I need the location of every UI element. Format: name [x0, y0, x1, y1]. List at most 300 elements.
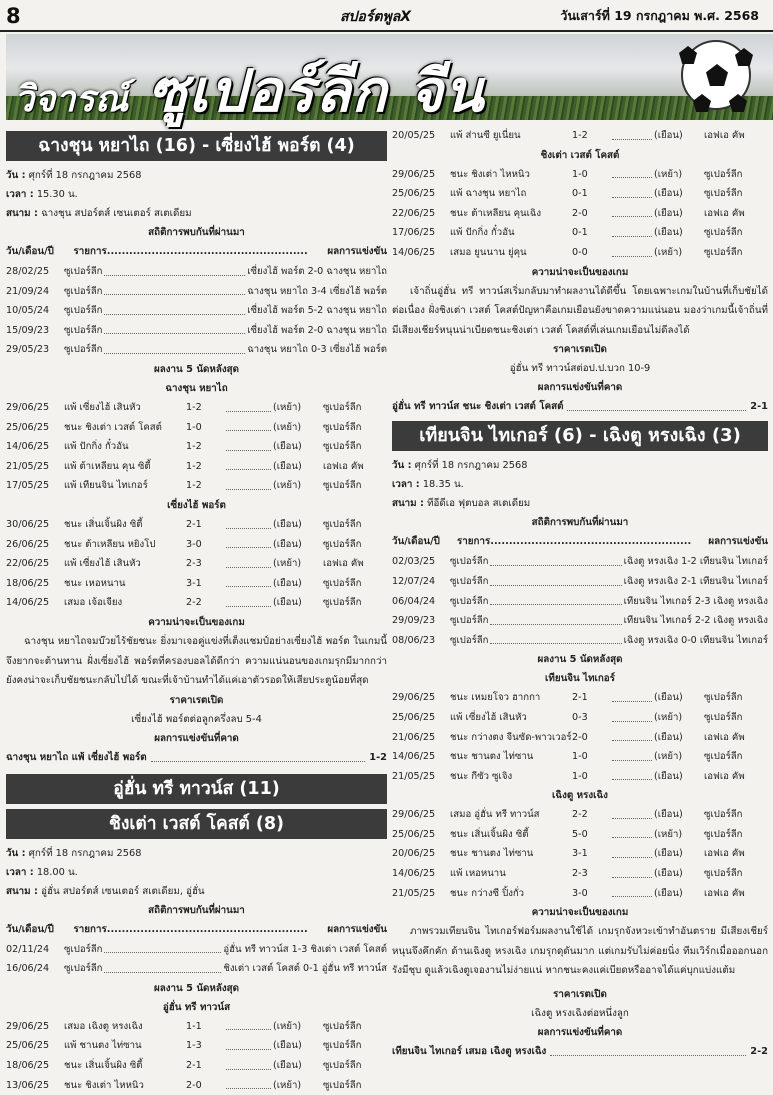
page-number: 8 — [6, 4, 21, 28]
h2h-row — [6, 321, 387, 341]
row-competition: เอฟเอ คัพ — [704, 731, 745, 743]
h2h-list — [6, 262, 387, 360]
match-day: วัน : ศุกร์ที่ 18 กรกฎาคม 2568 — [392, 460, 528, 472]
row-match: แพ้ ฉางชุน หยาไถ — [450, 188, 527, 200]
row-date: 21/09/24 — [6, 285, 50, 297]
h2h-row — [6, 959, 387, 979]
row-date: 20/05/25 — [392, 130, 436, 141]
dot-leader — [612, 884, 652, 898]
row-match: ชนะ ชานตง ไท่ซาน — [450, 848, 534, 860]
row-venue: (เหย้า) — [654, 246, 683, 258]
row-competition: ซูเปอร์ลีก — [704, 828, 743, 840]
row-match: แพ้ เหอหนาน — [450, 868, 506, 880]
row-venue: (เหย้า) — [273, 1020, 302, 1032]
row-match: ชนะ กว่างตง จีนซัด-พาวเวอร์ — [450, 731, 572, 743]
row-date: 21/05/25 — [392, 887, 436, 899]
row-competition: ซูเปอร์ลีก — [64, 344, 103, 356]
home-team-name: เทียนจิน ไทเกอร์ — [545, 673, 615, 685]
row-score: 2-2 — [572, 809, 588, 821]
form-row — [6, 457, 387, 477]
dot-leader — [490, 552, 621, 566]
row-score: 1-0 — [572, 751, 588, 763]
row-venue: (เยือน) — [273, 1040, 302, 1052]
form-row — [392, 884, 768, 904]
h2h-header: วัน/เดือน/ปี รายการ...................................................... ผลการแข่งขัน — [392, 536, 768, 548]
row-result: ชิงเต่า เวสต์ โคสต์ 0-1 อู่ฮั่น ทรี ทาวน์ส — [223, 963, 387, 975]
row-date: 14/06/25 — [6, 441, 50, 453]
dot-leader — [612, 805, 652, 819]
row-match: ชนะ เหมยโจว ฮากกา — [450, 692, 541, 704]
row-date: 29/06/25 — [392, 809, 436, 821]
banner-kicker: วิจารณ์ — [14, 79, 129, 120]
dot-leader — [612, 844, 652, 858]
form-row — [392, 844, 768, 864]
row-score: 2-0 — [186, 1079, 202, 1091]
dot-leader — [490, 611, 621, 625]
row-date: 08/06/23 — [392, 634, 436, 646]
form-row — [6, 1036, 387, 1056]
dot-leader — [104, 959, 221, 973]
row-result: เซี่ยงไฮ้ พอร์ต 2-0 ฉางชุน หยาไถ — [247, 266, 387, 277]
dot-leader — [104, 282, 245, 296]
match-time: เวลา : 18.00 น. — [6, 866, 78, 878]
form-row — [392, 708, 768, 728]
prediction: อู่ฮั่น ทรี ทาวน์ส ชนะ ชิงเต่า เวสต์ โคสต์ 2-1 — [392, 397, 768, 417]
dot-leader — [226, 418, 271, 432]
row-competition: ซูเปอร์ลีก — [323, 538, 362, 550]
row-score: 3-0 — [572, 887, 588, 899]
row-score: 2-0 — [572, 207, 588, 219]
match-venue: สนาม : ทีอีดีเอ ฟุตบอล สเตเดียม — [392, 498, 531, 510]
analysis-text: ฉางชุน หยาไถจมบ๊วยไร้ชัยชนะ ยิ่งมาเจอคู่แข่งที่เต็งแชมป์อย่างเซี่ยงไฮ้ พอร์ต ในเกมนี้จึงยากจะต้านทาน ฝั่งเซี่ยงไฮ้ พอร์ตที่ครองบอลได้ดีกว่า ความแน่นอนของเกมรุกมีมากกว่า ยังคงน่าจะเก็บชัยชนะกลับไปได้ ขณะที่เจ้าบ้านทำได้แค่เอาตัวรอดให้เสียประตูน้อยที่สุด — [6, 635, 387, 687]
row-venue: (เยือน) — [654, 887, 683, 899]
row-match: ชนะ ชิงเต่า ไหหนิว — [64, 1079, 144, 1091]
section-banner — [6, 34, 773, 125]
h2h-row — [6, 282, 387, 302]
row-venue: (เหย้า) — [654, 751, 683, 763]
dot-leader — [104, 340, 245, 354]
dot-leader — [226, 457, 271, 471]
dot-leader — [104, 940, 221, 954]
form-row — [6, 535, 387, 555]
row-result: เทียนจิน ไทเกอร์ 2-3 เฉิงตู หรงเฉิง — [623, 595, 768, 607]
prediction-title: ผลการแข่งขันที่คาด — [154, 732, 239, 744]
row-date: 14/06/25 — [392, 246, 436, 258]
row-result: เทียนจิน ไทเกอร์ 2-2 เฉิงตู หรงเฉิง — [623, 615, 768, 627]
form-row — [392, 184, 768, 204]
match-day: วัน : ศุกร์ที่ 18 กรกฎาคม 2568 — [6, 847, 142, 859]
row-competition: ซูเปอร์ลีก — [704, 751, 743, 763]
row-date: 21/06/25 — [392, 731, 436, 743]
away-team-name: เซี่ยงไฮ้ พอร์ต — [167, 499, 226, 511]
odds-title: ราคาเรตเปิด — [553, 989, 607, 1001]
dot-leader — [226, 476, 271, 490]
row-result: อู่ฮั่น ทรี ทาวน์ส 1-3 ชิงเต่า เวสต์ โคสต์ — [223, 943, 387, 955]
row-match: ชนะ เสิ่นเจิ้นผิง ซิตี้ — [450, 828, 529, 840]
row-date: 02/03/25 — [392, 556, 436, 568]
home-form-list — [392, 688, 768, 786]
row-competition: ซูเปอร์ลีก — [323, 441, 362, 453]
dot-leader — [104, 321, 245, 335]
row-match: แพ้ ส่านซี ยูเนี่ยน — [450, 130, 521, 141]
row-venue: (เหย้า) — [654, 828, 683, 840]
row-match: เสมอ เฉิงตู หรงเฉิง — [64, 1020, 143, 1032]
row-venue: (เยือน) — [654, 868, 683, 880]
row-score: 1-3 — [186, 1040, 202, 1052]
prediction: ฉางชุน หยาไถ แพ้ เซี่ยงไฮ้ พอร์ต 1-2 — [6, 748, 387, 768]
row-competition: ซูเปอร์ลีก — [323, 1040, 362, 1052]
row-competition: เอฟเอ คัพ — [704, 770, 745, 782]
row-score: 1-1 — [186, 1020, 202, 1032]
issue-date: วันเสาร์ที่ 19 กรกฎาคม พ.ศ. 2568 — [560, 8, 759, 23]
prediction-title: ผลการแข่งขันที่คาด — [537, 382, 623, 394]
dot-leader — [226, 554, 271, 568]
odds-text: เซี่ยงไฮ้ พอร์ตต่อลูกครึ่งลบ 5-4 — [131, 713, 262, 725]
row-competition: ซูเปอร์ลีก — [323, 421, 362, 433]
odds-text: เฉิงตู หรงเฉิงต่อหนึ่งลูก — [531, 1008, 629, 1020]
row-score: 1-0 — [186, 421, 202, 433]
row-date: 17/06/25 — [392, 227, 436, 239]
form-row — [392, 165, 768, 185]
row-date: 25/06/25 — [6, 421, 50, 433]
dot-leader — [612, 688, 652, 702]
row-score: 0-1 — [572, 188, 588, 200]
row-date: 17/05/25 — [6, 480, 50, 492]
row-venue: (เยือน) — [654, 207, 683, 219]
form-title: ผลงาน 5 นัดหลังสุด — [153, 982, 239, 994]
row-match: แพ้ เซี่ยงไฮ้ เสินหัว — [450, 711, 527, 723]
match-venue: สนาม : อู่ฮั่น สปอร์ตส์ เซนเตอร์ สเตเดียม, อู่ฮั่น — [6, 885, 205, 897]
row-venue: (เยือน) — [273, 441, 302, 453]
odds-text: อู่ฮั่น ทรี ทาวน์สต่อป.ป.บวก 10-9 — [509, 363, 651, 375]
row-venue: (เหย้า) — [273, 480, 302, 492]
form-row — [6, 515, 387, 535]
away-form-list — [392, 805, 768, 903]
row-match: ชนะ ชิงเต่า ไหหนิว — [450, 168, 530, 180]
row-match: ชนะ เสิ่นเจิ้นผิง ซิตี้ — [64, 518, 143, 530]
row-competition: ซูเปอร์ลีก — [704, 809, 743, 821]
h2h-row — [392, 631, 768, 651]
h2h-row — [6, 262, 387, 282]
row-score: 1-2 — [186, 441, 202, 453]
dot-leader — [104, 262, 245, 276]
row-venue: (เยือน) — [273, 518, 302, 530]
dot-leader — [490, 631, 621, 645]
row-result: ฉางชุน หยาไถ 3-4 เซี่ยงไฮ้ พอร์ต — [247, 285, 387, 297]
row-date: 14/06/25 — [392, 751, 436, 763]
row-result: เซี่ยงไฮ้ พอร์ต 2-0 ฉางชุน หยาไถ — [247, 324, 387, 336]
match-time: เวลา : 18.35 น. — [392, 479, 464, 491]
row-match: ชนะ กีซัว ซูเจิง — [450, 770, 513, 782]
right-column — [392, 126, 768, 1062]
row-date: 18/06/25 — [6, 1060, 50, 1072]
h2h-row — [392, 552, 768, 572]
row-match: แพ้ ชานตง ไท่ซาน — [64, 1040, 142, 1052]
row-competition: ซูเปอร์ลีก — [64, 943, 103, 955]
row-venue: (เยือน) — [273, 597, 302, 609]
dot-leader — [490, 592, 621, 606]
h2h-row — [392, 572, 768, 592]
form-row — [6, 437, 387, 457]
row-venue: (เยือน) — [273, 460, 302, 472]
form-row — [6, 554, 387, 574]
row-match: ชนะ ชิงเต่า เวสต์ โคสต์ — [64, 421, 162, 433]
h2h-row — [6, 340, 387, 360]
dot-leader — [612, 126, 652, 140]
row-competition: ซูเปอร์ลีก — [323, 597, 362, 609]
row-venue: (เหย้า) — [654, 168, 683, 180]
match-header-home: อู่ฮั่น ทรี ทาวน์ส (11) — [6, 774, 387, 804]
row-match: แพ้ ปักกิ่ง กั๋วอัน — [450, 227, 515, 239]
h2h-header: วัน/เดือน/ปี รายการ...................................................... ผลการแข่งขัน — [6, 923, 387, 935]
row-score: 1-0 — [572, 770, 588, 782]
row-venue: (เยือน) — [273, 538, 302, 550]
dot-leader — [226, 1076, 271, 1090]
analysis-text: ภาพรวมเทียนจิน ไทเกอร์ฟอร์มผลงานใช้ได้ เกมรุกจังหวะเข้าทำอันตราย มีเสียงเชียร์หนุนจึงคึกคัก ด้านเฉิงตู หรงเฉิง เกมรุกดุดันมาก แต่เกมรับไม่ค่อยนิ่ง ทีมเวิร์กเมื่อออกนอกรังมีชุบ ดูแล้วเฉิงตูเจองานไม่ง่ายแน่ หากชนะคงแค่เบียดหรืออาจได้แค่บุกแบ่งแต้ม — [392, 926, 768, 977]
row-competition: เอฟเอ คัพ — [323, 558, 364, 570]
row-competition: ซูเปอร์ลีก — [323, 1060, 362, 1072]
home-form-list — [6, 398, 387, 496]
h2h-row — [392, 611, 768, 631]
match-header: เทียนจิน ไทเกอร์ (6) - เฉิงตู หรงเฉิง (3) — [392, 421, 768, 451]
form-title: ผลงาน 5 นัดหลังสุด — [537, 654, 623, 666]
dot-leader — [612, 165, 652, 179]
dot-leader — [226, 535, 271, 549]
row-score: 5-0 — [572, 828, 588, 840]
dot-leader — [612, 825, 652, 839]
row-date: 26/06/25 — [6, 538, 50, 550]
row-date: 21/05/25 — [392, 770, 436, 782]
h2h-row — [6, 940, 387, 960]
h2h-row — [392, 592, 768, 612]
left-column — [6, 130, 387, 1095]
row-venue: (เหย้า) — [654, 711, 683, 723]
away-form-list — [6, 515, 387, 613]
row-result: เฉิงตู หรงเฉิง 2-1 เทียนจิน ไทเกอร์ — [623, 575, 768, 587]
row-competition: ซูเปอร์ลีก — [64, 266, 103, 277]
row-match: ชนะ ชานตง ไท่ซาน — [450, 751, 534, 763]
h2h-title: สถิติการพบกันที่ผ่านมา — [148, 904, 245, 916]
row-score: 2-1 — [186, 518, 202, 530]
dot-leader — [226, 593, 271, 607]
row-result: ฉางชุน หยาไถ 0-3 เซี่ยงไฮ้ พอร์ต — [247, 344, 387, 356]
form-row — [392, 243, 768, 263]
row-competition: เอฟเอ คัพ — [704, 207, 745, 219]
row-score: 1-2 — [186, 401, 202, 413]
row-venue: (เยือน) — [654, 731, 683, 743]
row-date: 22/06/25 — [392, 207, 436, 219]
row-competition: เอฟเอ คัพ — [704, 887, 745, 899]
row-competition: ซูเปอร์ลีก — [704, 227, 743, 239]
row-competition: ซูเปอร์ลีก — [450, 595, 489, 607]
form-row — [392, 728, 768, 748]
row-date: 28/02/25 — [6, 266, 50, 277]
away-team-name: เฉิงตู หรงเฉิง — [552, 790, 608, 802]
form-row — [392, 688, 768, 708]
row-date: 20/06/25 — [392, 848, 436, 860]
dot-leader — [226, 515, 271, 529]
row-venue: (เยือน) — [654, 848, 683, 860]
row-date: 12/07/24 — [392, 575, 436, 587]
row-competition: ซูเปอร์ลีก — [704, 868, 743, 880]
analysis-title: ความน่าจะเป็นของเกม — [531, 266, 629, 278]
dot-leader — [226, 1036, 271, 1050]
h2h-row — [6, 301, 387, 321]
row-date: 25/06/25 — [6, 1040, 50, 1052]
odds-title: ราคาเรตเปิด — [553, 344, 607, 356]
row-date: 29/06/25 — [6, 1020, 50, 1032]
row-competition: ซูเปอร์ลีก — [704, 711, 743, 723]
form-row — [392, 204, 768, 224]
row-competition: ซูเปอร์ลีก — [450, 575, 489, 587]
home-team-name: อู่ฮั่น ทรี ทาวน์ส — [162, 1001, 231, 1013]
row-date: 25/06/25 — [392, 828, 436, 840]
form-row — [392, 767, 768, 787]
row-date: 16/06/24 — [6, 963, 50, 975]
dot-leader — [612, 223, 652, 237]
row-date: 25/06/25 — [392, 711, 436, 723]
row-score: 2-3 — [186, 558, 202, 570]
row-competition: เอฟเอ คัพ — [704, 130, 745, 141]
row-venue: (เยือน) — [654, 188, 683, 200]
row-venue: (เยือน) — [654, 130, 683, 141]
match-day: วัน : ศุกร์ที่ 18 กรกฎาคม 2568 — [6, 170, 142, 181]
dot-leader — [226, 1056, 271, 1070]
row-match: เสมอ อู่ฮั่น ทรี ทาวน์ส — [450, 809, 540, 821]
h2h-header: วัน/เดือน/ปี รายการ...................................................... ผลการแข่งขัน — [6, 246, 387, 257]
row-date: 10/05/24 — [6, 305, 50, 317]
row-score: 3-1 — [186, 577, 202, 589]
row-date: 14/06/25 — [392, 868, 436, 880]
row-competition: ซูเปอร์ลีก — [64, 285, 103, 297]
row-competition: ซูเปอร์ลีก — [704, 168, 743, 180]
row-competition: ซูเปอร์ลีก — [64, 305, 103, 317]
away-form-list — [392, 165, 768, 263]
match-header: ฉางชุน หยาไถ (16) - เซี่ยงไฮ้ พอร์ต (4) — [6, 131, 387, 161]
row-venue: (เยือน) — [654, 692, 683, 704]
form-row — [6, 476, 387, 496]
row-match: แพ้ เทียนจิน ไทเกอร์ — [64, 480, 148, 492]
row-score: 1-2 — [186, 460, 202, 472]
form-row — [6, 593, 387, 613]
match-time: เวลา : 15.30 น. — [6, 189, 78, 200]
row-match: ชนะ เหอหนาน — [64, 577, 126, 589]
row-competition: ซูเปอร์ลีก — [64, 963, 103, 975]
row-competition: ซูเปอร์ลีก — [323, 401, 362, 413]
row-date: 18/06/25 — [6, 577, 50, 589]
row-result: เฉิงตู หรงเฉิง 0-0 เทียนจิน ไทเกอร์ — [623, 634, 768, 646]
form-row — [392, 126, 768, 146]
row-competition: ซูเปอร์ลีก — [450, 556, 489, 568]
row-competition: ซูเปอร์ลีก — [704, 246, 743, 258]
analysis-title: ความน่าจะเป็นของเกม — [148, 616, 245, 628]
row-score: 2-1 — [186, 1060, 202, 1072]
masthead-divider — [0, 30, 773, 32]
row-score: 1-2 — [572, 130, 588, 141]
row-score: 1-0 — [572, 168, 588, 180]
row-date: 29/09/23 — [392, 615, 436, 627]
row-date: 30/06/25 — [6, 518, 50, 530]
row-score: 2-1 — [572, 692, 588, 704]
row-match: เสมอ เจ้อเจียง — [64, 597, 123, 609]
row-date: 29/06/25 — [392, 692, 436, 704]
row-score: 0-3 — [572, 711, 588, 723]
row-competition: ซูเปอร์ลีก — [323, 1020, 362, 1032]
dot-leader — [612, 747, 652, 761]
form-row — [392, 825, 768, 845]
row-date: 29/06/25 — [392, 168, 436, 180]
match-venue: สนาม : ฉางชุน สปอร์ตส์ เซนเตอร์ สเตเดียม — [6, 208, 192, 219]
row-score: 2-0 — [572, 731, 588, 743]
dot-leader — [612, 708, 652, 722]
form-row — [392, 864, 768, 884]
row-score: 3-0 — [186, 538, 202, 550]
row-match: ชนะ เสิ่นเจิ้นผิง ซิตี้ — [64, 1060, 143, 1072]
row-score: 2-3 — [572, 868, 588, 880]
h2h-title: สถิติการพบกันที่ผ่านมา — [531, 517, 629, 529]
row-date: 13/06/25 — [6, 1079, 50, 1091]
h2h-list — [6, 940, 387, 979]
form-row — [6, 1017, 387, 1037]
row-match: แพ้ ปักกิ่ง กั๋วอัน — [64, 441, 129, 453]
dot-leader — [226, 1017, 271, 1031]
analysis-text: เจ้าถิ่นอู่ฮั่น ทรี ทาวน์สเริ่มกลับมาทำผลงานได้ดีขึ้น โดยเฉพาะเกมในบ้านที่เก็บชัยได้ต่อเนื่อง ฝั่งชิงเต่า เวสต์ โคสต์ปัญหาคือเกมเยือนยังขาดความแน่นอน มองว่าเกมนี้เจ้าถิ่นที่มีเสียงเชียร์หนุนน่าเบียดชนะชิงเต่า เวสต์ โคสต์ที่เล่นเกมเยือนไม่ดีลงได้ — [392, 285, 768, 336]
dot-leader — [612, 864, 652, 878]
dot-leader — [226, 398, 271, 412]
form-row — [392, 223, 768, 243]
row-venue: (เหย้า) — [273, 1079, 302, 1091]
row-score: 2-2 — [186, 597, 202, 609]
form-row — [6, 1056, 387, 1076]
form-row — [6, 1076, 387, 1095]
dot-leader — [612, 204, 652, 218]
row-result: เซี่ยงไฮ้ พอร์ต 5-2 ฉางชุน หยาไถ — [247, 305, 387, 317]
row-date: 29/05/23 — [6, 344, 50, 356]
row-match: เสมอ ยูนนาน ยู่คุน — [450, 246, 527, 258]
dot-leader — [490, 572, 621, 586]
row-match: แพ้ เซี่ยงไฮ้ เสินหัว — [64, 401, 141, 413]
dot-leader — [226, 574, 271, 588]
row-match: ชนะ กว่างซี ปิ้งกั่ว — [450, 887, 525, 899]
row-competition: ซูเปอร์ลีก — [450, 634, 489, 646]
row-competition: ซูเปอร์ลีก — [323, 1079, 362, 1091]
form-row — [6, 418, 387, 438]
prediction: เทียนจิน ไทเกอร์ เสมอ เฉิงตู หรงเฉิง 2-2 — [392, 1042, 768, 1062]
prediction-title: ผลการแข่งขันที่คาด — [537, 1027, 623, 1039]
away-team-name: ชิงเต่า เวสต์ โคสต์ — [540, 149, 620, 161]
row-date: 15/09/23 — [6, 324, 50, 336]
row-venue: (เยือน) — [654, 227, 683, 239]
row-date: 14/06/25 — [6, 597, 50, 609]
row-venue: (เยือน) — [654, 809, 683, 821]
row-score: 3-1 — [572, 848, 588, 860]
row-match: แพ้ ต้าเหลียน คุน ซิตี้ — [64, 460, 151, 472]
soccer-ball-icon — [681, 40, 751, 110]
row-match: แพ้ เซี่ยงไฮ้ เสินหัว — [64, 558, 141, 570]
row-competition: เอฟเอ คัพ — [323, 460, 364, 472]
dot-leader — [226, 437, 271, 451]
home-form-list-continued — [392, 126, 768, 146]
row-competition: ซูเปอร์ลีก — [704, 692, 743, 704]
row-date: 25/06/25 — [392, 188, 436, 200]
row-date: 06/04/24 — [392, 595, 436, 607]
dot-leader — [612, 243, 652, 257]
home-team-name: ฉางชุน หยาไถ — [165, 382, 228, 394]
row-score: 0-1 — [572, 227, 588, 239]
match-header-away: ชิงเต่า เวสต์ โคสต์ (8) — [6, 809, 387, 839]
row-match: ชนะ ต้าเหลียน หยิงโป — [64, 538, 156, 550]
row-venue: (เยือน) — [273, 577, 302, 589]
